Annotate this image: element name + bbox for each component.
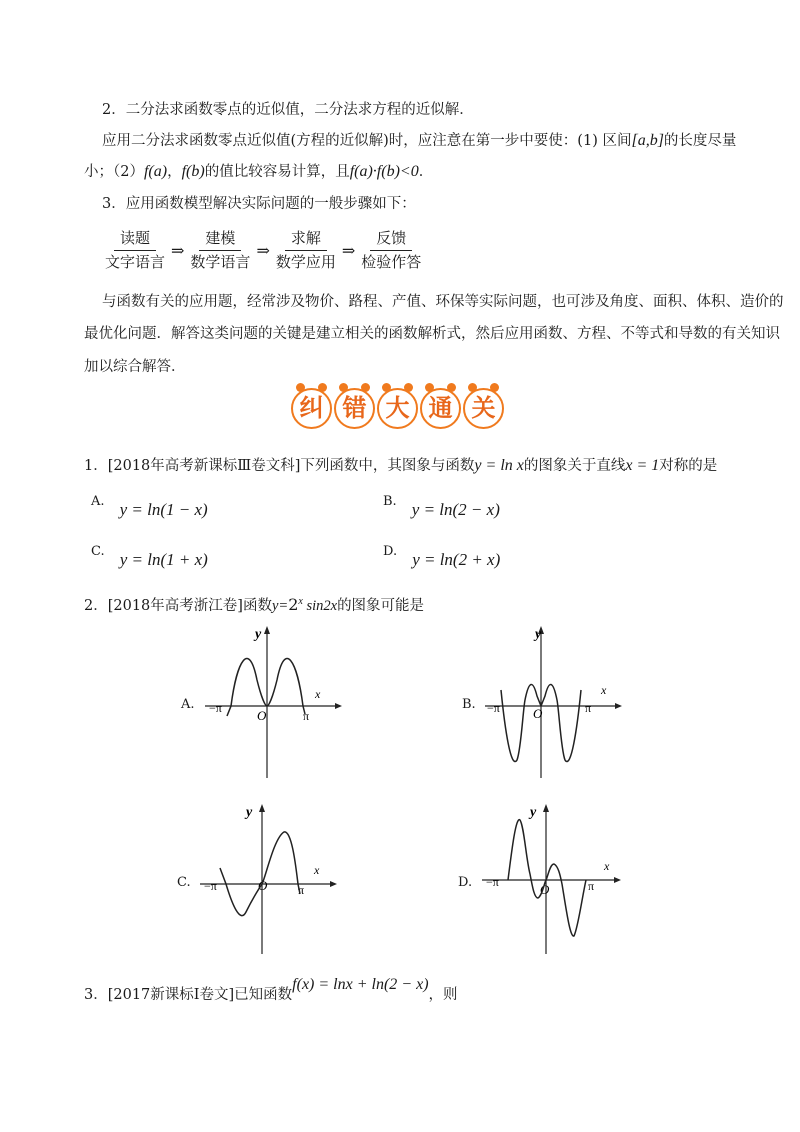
text-span: 应用二分法求函数零点近似值(方程的近似解)时，应注意在第一步中要使：(1) 区间 [102,133,632,149]
q1-stem [84,456,717,476]
pi-label: π [298,883,305,897]
y-label: y [246,805,253,820]
q2-option-b-label[interactable]: B. [462,697,476,712]
text-span: 的值比较容易计算，且 [204,164,350,180]
banner-char: 纠 [291,388,332,429]
origin-label: O [540,882,550,897]
y-label: y [255,627,262,642]
y-axis-arrow-icon [543,804,549,812]
q2-graph-c[interactable] [200,798,340,958]
step-3-bottom: 数学应用 [275,253,336,271]
option-label: B. [383,494,397,509]
step-3-top: 求解 [285,229,327,251]
text-span: 的长度尽量 [663,133,737,149]
q1-option-d[interactable] [383,544,501,569]
origin-label: O [257,708,267,723]
step-2-bottom: 数学语言 [190,253,251,271]
q1-option-a[interactable] [91,494,208,519]
q2-func-base: 2 [288,594,299,614]
arrow-icon: ⇒ [171,241,185,260]
text-span: 的图象可能是 [337,597,425,614]
condition-expr: f(a)·f(b)<0 [349,163,419,180]
neg-pi-label: −π [486,875,499,889]
option-expr: y = ln(1 + x) [119,550,208,569]
q1-func: y = ln x [474,457,524,474]
x-label: x [601,683,607,697]
text-span: 对称的是 [659,458,718,474]
arrow-icon: ⇒ [341,241,356,260]
banner-char: 大 [377,388,418,429]
x-axis-arrow-icon [335,703,342,709]
banner-char: 关 [463,388,504,429]
option-label: C. [91,544,105,559]
origin-label: O [533,706,543,721]
q2-stem [84,592,424,616]
step-1-bottom: 文字语言 [105,253,166,271]
text-span: ，则 [428,987,458,1003]
q2-func: y= [271,597,289,614]
q1-option-c[interactable] [91,544,208,569]
curve [508,820,586,936]
origin-label: O [258,878,268,893]
option-expr: y = ln(1 − x) [119,500,208,519]
step-4-bottom: 检验作答 [361,253,422,271]
pi-label: π [303,709,310,723]
y-axis-arrow-icon [259,804,265,812]
q2-graph-a[interactable] [205,620,345,780]
y-label: y [530,805,537,820]
option-label: A. [91,494,105,509]
neg-pi-label: −π [204,879,217,893]
q1-line: x = 1 [625,457,660,474]
q2-graph-d[interactable] [482,798,627,958]
text-span: 2．[2018年高考浙江卷]函数 [84,597,272,614]
q2-func-rest: sin2x [302,597,338,614]
pi-label: π [588,879,595,893]
section-3-para-line2: 最优化问题．解答这类问题的关键是建立相关的函数解析式，然后应用函数、方程、不等式和导数的有关知识 [84,326,780,342]
x-label: x [604,859,610,873]
step-1-top: 读题 [114,229,156,251]
x-label: x [315,687,321,701]
step-2 [187,229,253,272]
q2-option-a-label[interactable]: A. [181,697,195,712]
step-2-top: 建模 [199,229,241,251]
banner-char: 错 [334,388,375,429]
curve [220,832,300,916]
q2-func-exp: x [298,596,303,607]
x-axis-arrow-icon [615,703,622,709]
text-span: ． [418,164,434,180]
step-4-top: 反馈 [370,229,412,251]
q2-option-d-label[interactable]: D. [458,875,473,890]
error-correction-banner [290,388,505,429]
q2-option-c-label[interactable]: C. [177,875,191,890]
steps-flow [102,229,424,272]
section-2-heading: 2．二分法求函数零点的近似值，二分法求方程的近似解． [102,102,474,118]
text-span: ， [167,164,182,180]
y-label: y [535,627,542,642]
x-axis-arrow-icon [330,881,337,887]
fb-expr: f(b) [181,163,205,180]
step-1 [102,229,168,272]
section-3-heading: 3．应用函数模型解决实际问题的一般步骤如下： [102,196,416,212]
step-3 [273,229,339,272]
option-label: D. [383,544,398,559]
neg-pi-label: −π [487,701,500,715]
text-span: 的图象关于直线 [523,458,626,474]
section-3-para-line1: 与函数有关的应用题，经常涉及物价、路程、产值、环保等实际问题，也可涉及角度、面积、体积、造价的 [102,294,784,310]
banner-char: 通 [420,388,461,429]
option-expr: y = ln(2 − x) [411,500,500,519]
text-span: 小；（2） [84,164,144,180]
text-span: 3．[2017新课标Ⅰ卷文]已知函数 [84,987,293,1003]
interval-expr: [a,b] [631,132,664,149]
section-2-para-line1 [102,131,736,151]
option-expr: y = ln(2 + x) [412,550,501,569]
section-2-para-line2 [84,162,433,182]
fa-expr: f(a) [143,163,168,180]
text-span: 1．[2018年高考新课标Ⅲ卷文科]下列函数中，其图象与函数 [84,458,475,474]
x-label: x [314,863,320,877]
q2-graph-b[interactable] [485,620,625,780]
pi-label: π [585,701,592,715]
neg-pi-label: −π [209,701,222,715]
q1-option-b[interactable] [383,494,500,519]
section-3-para-line3: 加以综合解答． [84,359,186,375]
x-axis-arrow-icon [614,877,621,883]
arrow-icon: ⇒ [256,241,270,260]
y-axis-arrow-icon [264,626,270,634]
q3-func: f(x) = lnx + ln(2 − x) [292,976,429,993]
q3-stem [84,976,458,1005]
step-4 [358,229,424,272]
